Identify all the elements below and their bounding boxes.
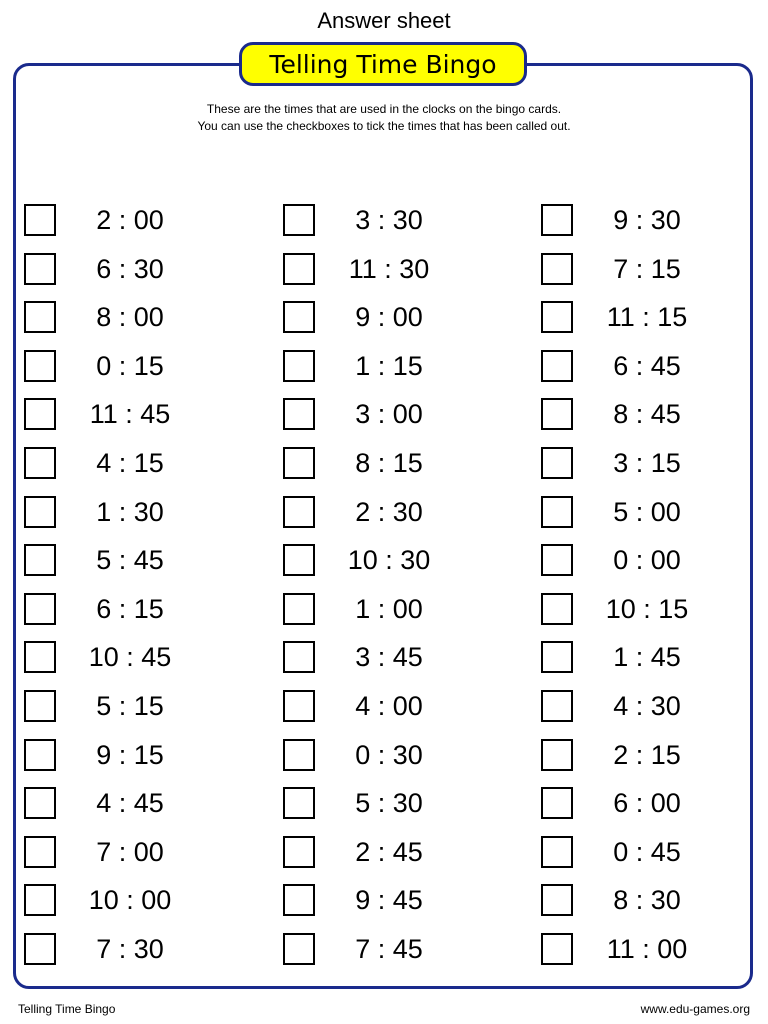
time-label: 3 : 30: [355, 205, 423, 235]
time-row: [541, 832, 761, 872]
time-label: 6 : 15: [96, 594, 164, 624]
time-checkbox[interactable]: [24, 690, 56, 722]
time-checkbox[interactable]: [541, 593, 573, 625]
time-checkbox[interactable]: [24, 301, 56, 333]
time-label: 0 : 45: [613, 837, 681, 867]
time-label: 9 : 45: [355, 885, 423, 915]
time-checkbox[interactable]: [24, 350, 56, 382]
time-row: [24, 443, 244, 483]
time-row: [283, 346, 503, 386]
time-checkbox[interactable]: [283, 593, 315, 625]
time-row: [541, 200, 761, 240]
time-checkbox[interactable]: [541, 690, 573, 722]
time-checkbox[interactable]: [283, 690, 315, 722]
time-label: 7 : 15: [613, 254, 681, 284]
time-label: 2 : 30: [355, 497, 423, 527]
page-title: Telling Time Bingo: [239, 42, 527, 86]
time-checkbox[interactable]: [541, 398, 573, 430]
time-row: [283, 832, 503, 872]
time-checkbox[interactable]: [24, 884, 56, 916]
time-row: [541, 880, 761, 920]
time-label: 8 : 30: [613, 885, 681, 915]
time-checkbox[interactable]: [24, 739, 56, 771]
time-checkbox[interactable]: [541, 204, 573, 236]
time-label: 10 : 00: [88, 885, 172, 915]
time-label: 4 : 45: [96, 788, 164, 818]
time-row: [541, 540, 761, 580]
time-row: [283, 880, 503, 920]
time-checkbox[interactable]: [283, 933, 315, 965]
time-label: 7 : 45: [355, 934, 423, 964]
time-checkbox[interactable]: [541, 739, 573, 771]
time-checkbox[interactable]: [24, 836, 56, 868]
time-label: 6 : 00: [613, 788, 681, 818]
time-label: 5 : 15: [96, 691, 164, 721]
time-label: 2 : 45: [355, 837, 423, 867]
time-row: [283, 443, 503, 483]
time-row: [24, 929, 244, 969]
time-checkbox[interactable]: [541, 253, 573, 285]
time-label: 0 : 00: [613, 545, 681, 575]
time-checkbox[interactable]: [283, 204, 315, 236]
time-label: 1 : 15: [355, 351, 423, 381]
time-checkbox[interactable]: [283, 447, 315, 479]
time-row: [541, 297, 761, 337]
time-checkbox[interactable]: [541, 350, 573, 382]
time-checkbox[interactable]: [283, 836, 315, 868]
instructions: [0, 101, 768, 135]
time-row: [541, 394, 761, 434]
time-checkbox[interactable]: [24, 787, 56, 819]
time-checkbox[interactable]: [283, 787, 315, 819]
time-row: [541, 686, 761, 726]
time-row: [24, 492, 244, 532]
time-label: 4 : 15: [96, 448, 164, 478]
time-row: [283, 589, 503, 629]
time-checkbox[interactable]: [24, 593, 56, 625]
time-checkbox[interactable]: [283, 544, 315, 576]
time-checkbox[interactable]: [283, 641, 315, 673]
time-label: 4 : 30: [613, 691, 681, 721]
time-checkbox[interactable]: [24, 544, 56, 576]
time-checkbox[interactable]: [541, 544, 573, 576]
time-checkbox[interactable]: [541, 836, 573, 868]
time-label: 2 : 00: [96, 205, 164, 235]
time-row: [24, 297, 244, 337]
time-row: [541, 492, 761, 532]
answer-sheet-heading: Answer sheet: [317, 8, 451, 33]
time-row: [283, 249, 503, 289]
time-label: 10 : 15: [605, 594, 689, 624]
time-row: [541, 443, 761, 483]
time-checkbox[interactable]: [24, 253, 56, 285]
time-label: 4 : 00: [355, 691, 423, 721]
time-row: [283, 200, 503, 240]
time-row: [24, 249, 244, 289]
time-label: 5 : 30: [355, 788, 423, 818]
time-label: 5 : 00: [613, 497, 681, 527]
time-label: 3 : 45: [355, 642, 423, 672]
time-label: 6 : 30: [96, 254, 164, 284]
time-checkbox[interactable]: [541, 301, 573, 333]
time-label: 8 : 15: [355, 448, 423, 478]
time-row: [541, 589, 761, 629]
time-label: 9 : 30: [613, 205, 681, 235]
time-label: 2 : 15: [613, 740, 681, 770]
time-row: [24, 880, 244, 920]
time-row: [283, 686, 503, 726]
time-checkbox[interactable]: [24, 398, 56, 430]
time-row: [541, 346, 761, 386]
time-checkbox[interactable]: [541, 447, 573, 479]
time-label: 11 : 00: [606, 934, 688, 964]
time-label: 8 : 00: [96, 302, 164, 332]
time-checkbox[interactable]: [24, 933, 56, 965]
time-label: 10 : 30: [347, 545, 431, 575]
time-label: 11 : 30: [348, 254, 430, 284]
time-label: 5 : 45: [96, 545, 164, 575]
time-row: [541, 637, 761, 677]
time-row: [24, 735, 244, 775]
time-label: 3 : 00: [355, 399, 423, 429]
time-row: [541, 249, 761, 289]
footer-website: www.edu-games.org: [640, 1002, 750, 1016]
time-checkbox[interactable]: [283, 253, 315, 285]
time-label: 7 : 30: [96, 934, 164, 964]
time-label: 7 : 00: [96, 837, 164, 867]
time-checkbox[interactable]: [283, 884, 315, 916]
time-checkbox[interactable]: [24, 447, 56, 479]
time-checkbox[interactable]: [283, 739, 315, 771]
time-row: [541, 929, 761, 969]
time-row: [283, 735, 503, 775]
time-label: 11 : 15: [606, 302, 688, 332]
time-row: [24, 783, 244, 823]
time-label: 8 : 45: [613, 399, 681, 429]
time-label: 9 : 00: [355, 302, 423, 332]
time-label: 1 : 00: [355, 594, 423, 624]
time-label: 0 : 15: [96, 351, 164, 381]
time-row: [283, 492, 503, 532]
time-checkbox[interactable]: [24, 496, 56, 528]
time-row: [24, 589, 244, 629]
time-row: [283, 929, 503, 969]
instructions-line-2: You can use the checkboxes to tick the times that has been called out.: [197, 119, 571, 133]
time-row: [541, 735, 761, 775]
time-checkbox[interactable]: [541, 933, 573, 965]
time-row: [24, 394, 244, 434]
time-checkbox[interactable]: [24, 204, 56, 236]
time-row: [24, 540, 244, 580]
time-checkbox[interactable]: [283, 496, 315, 528]
footer-title: Telling Time Bingo: [18, 1002, 116, 1016]
time-label: 0 : 30: [355, 740, 423, 770]
time-label: 10 : 45: [88, 642, 172, 672]
time-row: [283, 394, 503, 434]
time-checkbox[interactable]: [283, 398, 315, 430]
time-checkbox[interactable]: [541, 496, 573, 528]
time-checkbox[interactable]: [541, 884, 573, 916]
time-checkbox[interactable]: [283, 301, 315, 333]
time-row: [283, 783, 503, 823]
time-checkbox[interactable]: [541, 787, 573, 819]
time-row: [24, 637, 244, 677]
time-row: [24, 832, 244, 872]
time-row: [24, 200, 244, 240]
time-label: 9 : 15: [96, 740, 164, 770]
time-label: 3 : 15: [613, 448, 681, 478]
time-checkbox[interactable]: [24, 641, 56, 673]
time-checkbox[interactable]: [541, 641, 573, 673]
time-row: [541, 783, 761, 823]
time-row: [283, 637, 503, 677]
time-checkbox[interactable]: [283, 350, 315, 382]
time-label: 11 : 45: [89, 399, 171, 429]
time-label: 6 : 45: [613, 351, 681, 381]
time-label: 1 : 30: [96, 497, 164, 527]
time-row: [283, 297, 503, 337]
time-label: 1 : 45: [613, 642, 681, 672]
time-row: [283, 540, 503, 580]
time-row: [24, 346, 244, 386]
instructions-line-1: These are the times that are used in the clocks on the bingo cards.: [206, 102, 562, 116]
time-row: [24, 686, 244, 726]
